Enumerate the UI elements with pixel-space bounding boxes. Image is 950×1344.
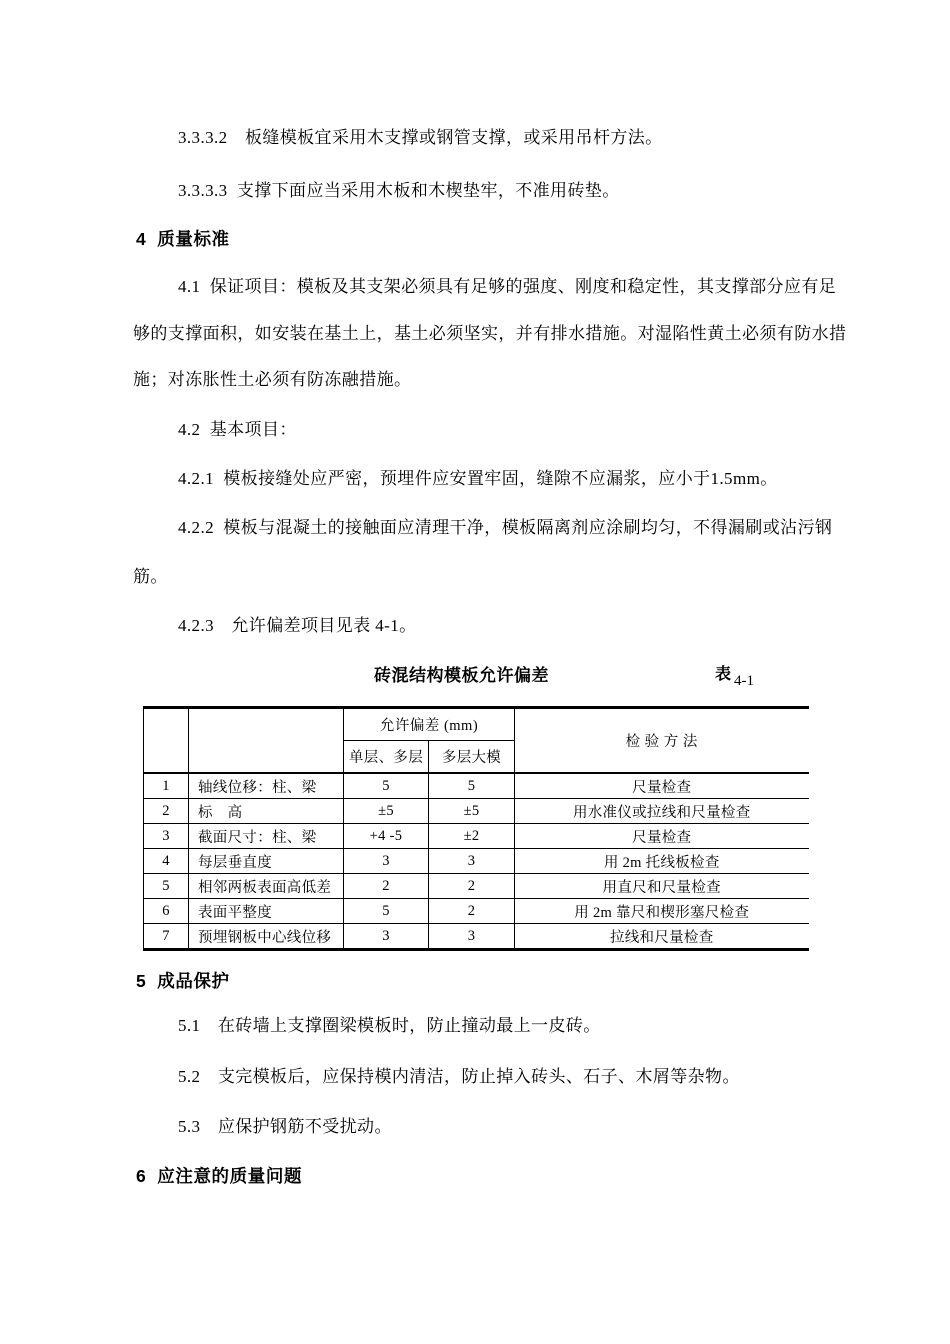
table-header-row-1 [144,708,809,741]
para-5-3: 5.3 应保护钢筋不受扰动。 [178,1117,392,1136]
para-4-2: 4.2 基本项目： [178,420,297,439]
table-caption-number: 4-1 [734,673,755,689]
cell-dev2: 5 [429,773,515,799]
table-row [144,899,809,924]
header-empty-item [189,708,344,774]
deviation-table-wrap [143,706,808,951]
table-row [144,924,809,950]
section-heading-6-quality-issues: 6 应注意的质量问题 [136,1166,303,1186]
table-caption-label-char: 表 [715,666,732,683]
cell-item: 预埋钢板中心线位移 [189,924,344,950]
para-4-2-3: 4.2.3 允许偏差项目见表 4-1。 [178,616,417,635]
para-5-2: 5.2 支完模板后，应保持模内清洁，防止掉入砖头、石子、木屑等杂物。 [178,1067,740,1086]
table-row [144,874,809,899]
cell-item: 标 高 [189,799,344,824]
cell-dev2: 3 [429,924,515,950]
cell-no: 1 [144,773,189,799]
cell-dev1: 3 [344,924,429,950]
cell-dev1: 5 [344,773,429,799]
header-dev-col-single-multi: 单层、多层 [344,741,429,774]
table-row [144,773,809,799]
para-3-3-3-3: 3.3.3.3 支撑下面应当采用木板和木楔垫牢，不准用砖垫。 [178,181,620,200]
para-4-1-line-2: 够的支撑面积，如安装在基土上，基土必须坚实，并有排水措施。对湿陷性黄土必须有防水措 [133,324,847,343]
para-5-1: 5.1 在砖墙上支撑圈梁模板时，防止撞动最上一皮砖。 [178,1016,601,1035]
table-row [144,799,809,824]
para-4-1-line-1: 4.1 保证项目：模板及其支架必须具有足够的强度、刚度和稳定性，其支撑部分应有足 [178,277,837,296]
cell-item: 轴线位移：柱、梁 [189,773,344,799]
cell-method: 尺量检查 [515,824,809,849]
table-caption-label [715,661,755,689]
cell-dev1: ±5 [344,799,429,824]
cell-dev2: 3 [429,849,515,874]
cell-dev2: 2 [429,874,515,899]
cell-dev2: 2 [429,899,515,924]
cell-dev2: ±5 [429,799,515,824]
cell-dev1: 5 [344,899,429,924]
table-row [144,824,809,849]
cell-method: 尺量检查 [515,773,809,799]
cell-method: 拉线和尺量检查 [515,924,809,950]
cell-item: 相邻两板表面高低差 [189,874,344,899]
section-heading-5-product-protection: 5 成品保护 [136,971,230,991]
cell-item: 截面尺寸：柱、梁 [189,824,344,849]
table-caption-title: 砖混结构模板允许偏差 [374,666,549,685]
header-empty-no [144,708,189,774]
deviation-table [143,706,809,951]
cell-dev1: +4 -5 [344,824,429,849]
para-4-2-2-line-1: 4.2.2 模板与混凝土的接触面应清理干净，模板隔离剂应涂刷均匀，不得漏刷或沾污钢 [178,518,833,537]
cell-dev1: 3 [344,849,429,874]
para-4-2-2-line-2: 筋。 [133,567,168,586]
cell-no: 7 [144,924,189,950]
section-heading-4-quality-standard: 4 质量标准 [136,229,230,249]
cell-method: 用 2m 托线板检查 [515,849,809,874]
header-dev-col-large-form: 多层大模 [429,741,515,774]
cell-no: 3 [144,824,189,849]
cell-no: 4 [144,849,189,874]
cell-item: 表面平整度 [189,899,344,924]
cell-method: 用水准仪或拉线和尺量检查 [515,799,809,824]
table-row [144,849,809,874]
cell-no: 5 [144,874,189,899]
header-method: 检 验 方 法 [515,708,809,774]
cell-method: 用 2m 靠尺和楔形塞尺检查 [515,899,809,924]
cell-item: 每层垂直度 [189,849,344,874]
para-4-2-1: 4.2.1 模板接缝处应严密，预埋件应安置牢固，缝隙不应漏浆，应小于1.5mm。 [178,469,778,488]
table-caption [143,661,808,687]
cell-no: 6 [144,899,189,924]
cell-method: 用直尺和尺量检查 [515,874,809,899]
cell-dev2: ±2 [429,824,515,849]
header-deviation-group: 允许偏差 (mm) [344,708,515,741]
para-3-3-3-2: 3.3.3.2 板缝模板宜采用木支撑或钢管支撑，或采用吊杆方法。 [178,128,663,147]
cell-dev1: 2 [344,874,429,899]
cell-no: 2 [144,799,189,824]
para-4-1-line-3: 施；对冻胀性土必须有防冻融措施。 [133,370,412,389]
